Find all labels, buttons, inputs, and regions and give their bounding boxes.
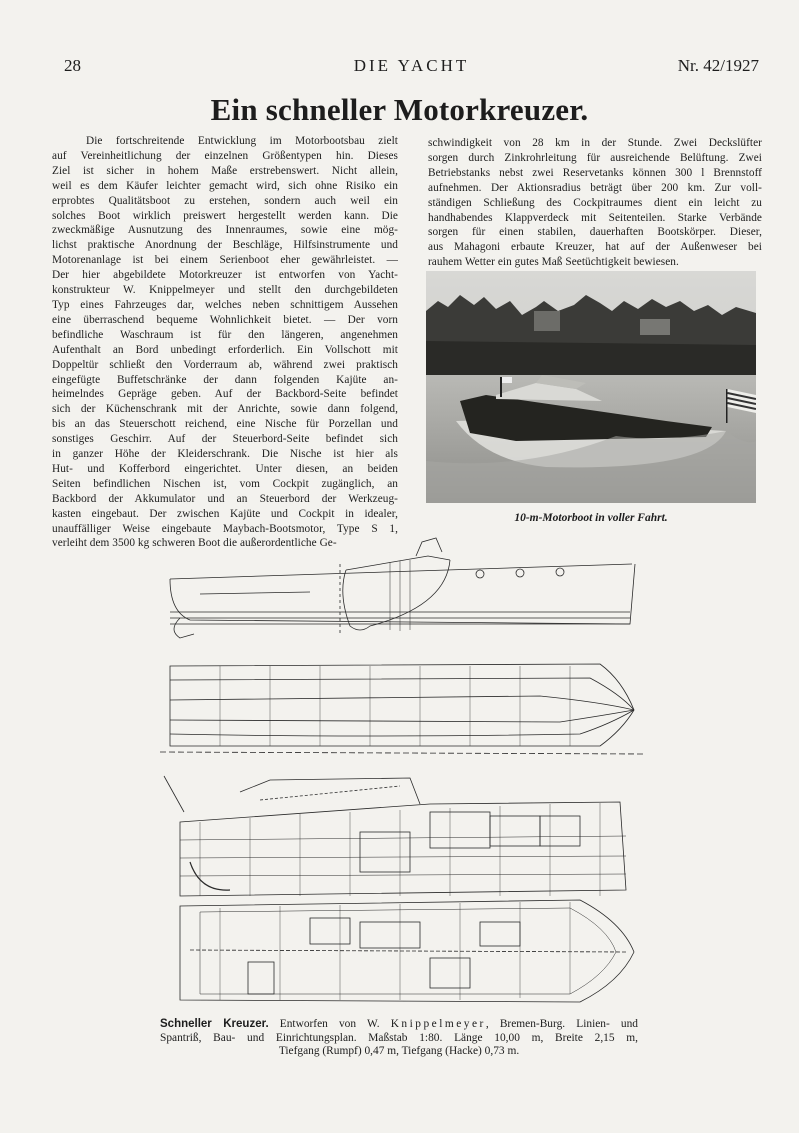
text-line: Ziel ist sicher in hohem Maße erstrebenswert. Nicht allein, [52,164,398,177]
text-line: eingefügte Buffetschränke der dann folgenden Kajüte an- [52,373,398,386]
text-line: eine überraschend bequeme Wohnlichkeit bietet. — Der vorn [52,313,398,326]
text-line: kasten eingebaut. Der zwischen Kajüte und Cockpit in idealer, [52,507,398,520]
text-line: aufnehmen. Der Aktionsradius beträgt über 200 km. Zur voll- [428,181,762,194]
construction-plan-drawing [160,772,646,1018]
text-line: Hut- und Kofferbord eingerichtet. Unter diesen, an beiden [52,462,398,475]
text-line: verleiht dem 3500 kg schweren Boot die außerordentliche Ge- [52,537,337,550]
journal-title: DIE YACHT [353,56,470,75]
text-line: bis an das Steuerschott reichend, eine Nische für Porzellan und [52,418,398,431]
text-line: rauhem Wetter ein gutes Maß Seetüchtigkeit bewiesen. [428,256,679,269]
text-line: Die fortschreitende Entwicklung im Motorbootsbau zielt [86,135,398,147]
figure-caption-line-3: Tiefgang (Rumpf) 0,47 m, Tiefgang (Hacke) 0,73 m. [278,1045,520,1058]
page-number: 28 [64,56,81,75]
figure-caption-line-2: Spantriß, Bau- und Einrichtungsplan. Maßstab 1:80. Länge 10,00 m, Breite 2,15 m, [160,1031,638,1044]
text-line: auf Vereinheitlichung der einzelnen Größentypen hin. Dieses [52,149,398,162]
text-line: Backbord der Akkumulator und an Steuerbord der Werkzeug- [52,492,398,505]
figure-caption-line-1: Schneller Kreuzer. Entworfen von W. Knippelmeyer, Bremen-Burg. Linien- und [160,1018,638,1030]
text-line: zweckmäßige Ausnutzung des Innenraumes, sowie eine mög- [52,224,398,237]
text-line: sorgen für einen stabilen, dauerhaften Bootskörper. Dieser, [428,226,762,239]
article-right-column [428,136,762,270]
figure-caption [160,1018,638,1059]
text-line: solches Boot wirklich preiswert hergestellt werden kann. Die [52,209,398,222]
text-line: sich der Küchenschrank mit der Anrichte, sowie dann folgend, [52,403,398,416]
text-line: erprobtes Qualitätsboot zu erstehen, sondern auch weil ein [52,194,398,207]
text-line: ständigen Schließung des Cockpitraumes dient ein leicht zu [428,196,762,209]
figure-caption-label: Schneller Kreuzer. [160,1018,269,1030]
photo-caption: 10-m-Motorboot in voller Fahrt. [514,512,668,524]
designer-name: Knippelmeyer [390,1018,486,1030]
profile-drawing [160,534,646,648]
text-line: handhabendes Klappverdeck mit Seitenteilen. Starke Verbände [428,211,762,224]
text-line: lichst praktische Anordnung der Beschläge, Hilfsinstrumente und [52,239,398,252]
text-line: aus Mahagoni erbaute Kreuzer, hat auf der Außenweser bei [428,241,762,254]
text-line: Betriebstanks nebst zwei Reservetanks können 300 l Brennstoff [428,166,762,179]
text-line: konstrukteur W. Knippelmeyer und stellt den durchgebildeten [52,284,398,297]
lines-plan-drawing [160,650,646,758]
article-left-column [52,134,398,551]
text-line: schwindigkeit von 28 km in der Stunde. Zwei Deckslüfter [428,137,762,149]
text-line: Aufenthalt an Bord unbedingt erforderlich. Ein Vollschott mit [52,343,398,356]
text-line: in ganzer Höhe der Kleiderschrank. Die Nische ist hier als [52,448,398,461]
text-line: weil es dem Käufer leichter gemacht wird, sich ohne Risiko ein [52,179,398,192]
article-title: Ein schneller Motorkreuzer. [210,92,589,127]
running-head [64,56,759,78]
text-line: Doppeltür schließt den Vorderraum ab, während zwei praktisch [52,358,398,371]
text-line: unauffälliger Weise eingebaute Maybach-Bootsmotor, Type S 1, [52,522,398,535]
text-line: heimelndes Gepräge geben. Auf der Backbord-Seite befindet [52,388,398,401]
text-line: Motorenanlage ist bei einem Serienboot eher gewährleistet. — [52,254,398,267]
issue-number: Nr. 42/1927 [677,56,759,75]
boat-photo [426,271,756,503]
text-line: Typ eines Fahrzeuges dar, welches neben schnittigem Aussehen [52,298,398,311]
text-line: Seiten befindlichen Nischen ist, vom Cockpit zugänglich, an [52,477,398,490]
text-line: sonstiges Geschirr. Auf der Steuerbord-Seite befindet sich [52,433,398,446]
text-line: Der hier abgebildete Motorkreuzer ist entworfen von Yacht- [52,269,398,282]
text-line: befindliche Waschraum ist für den längeren, angenehmen [52,328,398,341]
text-line: sorgen durch Zinkrohrleitung für ausreichende Belüftung. Zwei [428,151,762,164]
